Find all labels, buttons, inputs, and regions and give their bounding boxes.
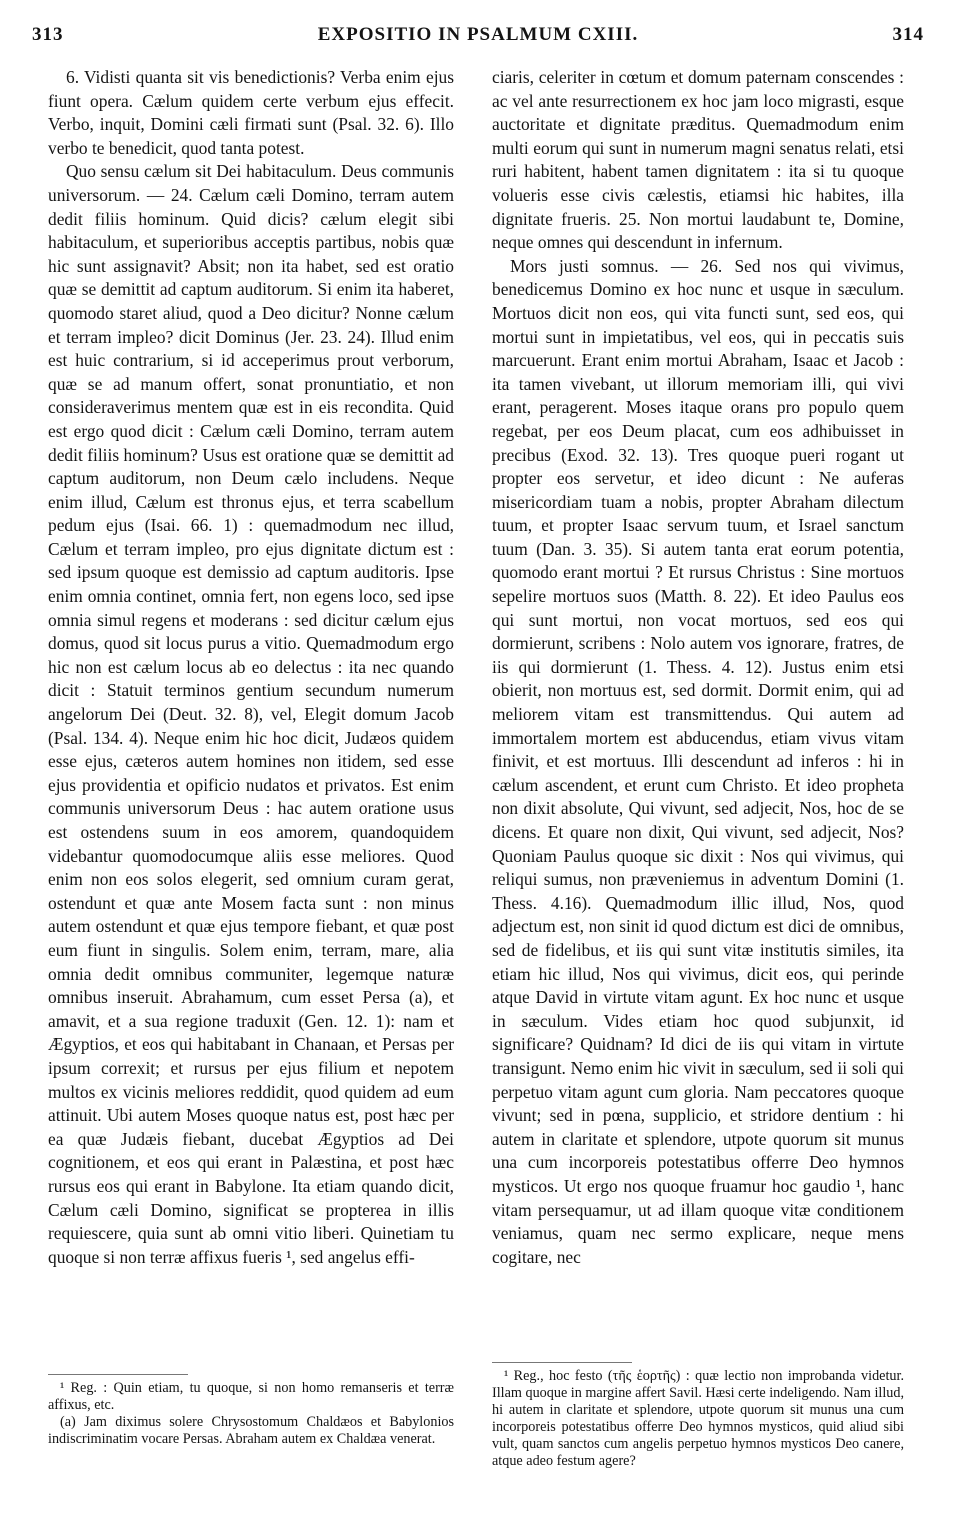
right-column [492,66,904,1269]
paragraph: 6. Vidisti quanta sit vis benedictionis? Verba enim ejus fiunt opera. Cælum quidem certe verbum ejus effecit. Verbo, inquit, Domini cæli firmati sunt (Psal. 32. 6). Illo verbo te benedicit, quod tanta potest. [48,67,454,158]
page-number-right: 314 [892,24,924,45]
footnotes-left [48,1380,454,1448]
footnote: ¹ Reg. : Quin etiam, tu quoque, si non homo remanseris et terræ affixus, etc. [48,1380,454,1413]
footnote: ¹ Reg., hoc festo (τῆς ἑορτῆς) : quæ lectio non improbanda videtur. Illam quoque in margine affert Savil. Hæsi certe indeligendo. Nam illud, hi autem in claritate et splendore, utpote quorum sit munus una cum incorporeis potestatibus offerre Deo hymnos mysticos, quid aliud sibi vult, quam sanctos cum angelis perpetuo hymnos mysticos Deo canere, atque adeo festum agere? [492,1368,904,1469]
footnotes-right [492,1368,904,1470]
paragraph: ciaris, celeriter in cœtum et domum paternam conscendes : ac vel ante resurrectionem ex hoc jam loco migrasti, esque auctoritate et dignitate præditus. Quemadmodum enim multi eorum qui sunt in numerum magni senatus relati, etsi ruri habitent, habent tamen dignitatem : ita si tu quoque volueris esse civis cælestis, etiamsi hic habites, illa dignitate frueris. 25. Non mortui laudabunt te, Domine, neque omnes qui descendunt in infernum. [492,67,904,253]
running-header [32,24,924,54]
left-column [48,66,454,1269]
footnote: (a) Jam diximus solere Chrysostomum Chaldæos et Babylonios indiscriminatim vocare Persas. Abraham autem ex Chaldæa venerat. [48,1414,454,1447]
footnote-rule [48,1374,188,1375]
running-title: EXPOSITIO IN PSALMUM CXIII. [317,24,639,45]
page-number-left: 313 [32,24,64,45]
paragraph: Mors justi somnus. — 26. Sed nos qui vivimus, benedicemus Domino ex hoc nunc et usque in sæculum. Mortuos dicit non eos, qui vita functi sunt, sed eos, qui mortui sunt in impietatibus, vel eos, qui in peccatis suis marcuerunt. Erant enim mortui Abraham, Isaac et Jacob : ita tamen vivebant, ut illorum memoriam illi, qui vivi erant, peragerent. Moses itaque orans pro populo quem regebat, per eos Deum placat, cum eos adhibuisset in precibus (Exod. 32. 13). Tres quoque pueri rogant ut propter eos servetur, et ideo dicunt : Ne auferas misericordiam tuam a nobis, propter Abraham dilectum tuum, et propter Isaac servum tuum, et Israel sanctum tuum (Dan. 3. 35). Si autem tanta erat eorum potentia, quomodo erant mortui ? Et rursus Christus : Sine mortuos sepelire mortuos suos (Matth. 8. 22). Et ideo Paulus eos qui sunt mortui, non vocat mortuos, sed eos qui dormierunt, scribens : Nolo autem vos ignorare, fratres, de iis qui dormierunt (1. Thess. 4. 12). Justus enim etsi obierit, non mortuus est, sed dormit. Dormit enim, qui ad meliorem vitam est transmittendus. Qui autem ad immortalem mortem est abducendus, etiam vivus vitam finivit, et est mortuus. Illi descendunt ad inferos : hi in cælum ascendent, et erunt cum Christo. Et ideo propheta non dixit absolute, Qui vivunt, sed adjecit, Nos, hoc de se dicens. Et quare non dixit, Qui vivunt, sed adjecit, Nos? Quoniam Paulus quoque sic dixit : Nos qui vivimus, qui reliqui sumus, non præveniemus in adventum Domini (1. Thess. 4.16). Quemadmodum illic illud, Nos, quod adjectum est, non sinit id quod dictum est dici de omnibus, sed de fidelibus, et iis qui sunt vitæ institutis similes, ita etiam hic illud, Nos qui vivimus, dicit eos, qui perinde atque David in virtute vitam agunt. Ex hoc nunc et usque in sæculum. Vides etiam hoc quod subjunxit, id significare? Quidnam? Id dici de iis qui vitam in virtute transigunt. Nemo enim hic vivit in sæculum, sed ii soli qui perpetuo vitam agunt cum gloria. Nam peccatores quoque vivunt; sed in pœna, supplicio, et stridore dentium : hi autem in claritate et splendore, utpote quorum sit munus una cum incorporeis potestatibus offerre Deo hymnos mysticos. Ut ergo nos quoque fruamur hoc gaudio ¹, hanc vitam persequamur, ut ad illam quoque vitæ conditionem veniamus, quam nec sermo explicare, neque mens cogitare, nec [492,255,904,1267]
paragraph: Quo sensu cælum sit Dei habitaculum. Deus communis universorum. — 24. Cælum cæli Domino, terram autem dedit filiis hominum. Quid dicis? cælum elegit sibi habitaculum, et superioribus acceptis partibus, nobis quæ hic sunt assignavit? Absit; non ita habet, sed est oratio quæ se demittit ad captum auditorum. Si enim ita haberet, quomodo staret aliud, quod a Deo dicitur? Nonne cælum et terram impleo? dicit Dominus (Jer. 23. 24). Illud enim est huic contrarium, si id acceperimus prout verborum, quæ se ad manum offert, sonat pronuntiatio, et non consideraverimus mentem quæ est in eis recondita. Quid est ergo quod dicit : Cælum cæli Domino, terram autem dedit filiis hominum? Usus est oratione quæ se demittit ad captum auditorum, non Deum cælo includens. Neque enim illud, Cælum est thronus ejus, et terra scabellum pedum ejus (Isai. 66. 1) : quemadmodum nec illud, Cælum et terram impleo, pro ejus dignitate dictum est : sed ipsum quoque est demissio ad captum auditoris. Ipse enim omnia continet, omnia fert, non egens loco, sed ipse omnia simul regens et moderans : sed dicitur cælum ejus domus, quod sit locus purus a vitio. Quemadmodum ergo hic non est cælum locus ab eo delectus : ita nec quando dicit : Statuit terminos gentium secundum numerum angelorum Dei (Deut. 32. 8), vel, Elegit domum Jacob (Psal. 134. 4). Neque enim hic hoc dicit, Judæos quidem esse ejus, cæteros autem homines non itidem, sed esse ejus providentia et opificio nudatos et privatos. Est enim communis universorum Deus : hac autem oratione usus est ostendens suum in eos amorem, quandoquidem videbantur quomodocumque aliis esse meliores. Quod enim non eos solos elegerit, sed omnium curam gerat, ostendunt et quæ ante Mosem facta sunt : non minus autem ostendunt et quæ ejus tempore fiebant, et quæ post eum fiunt in singulis. Solem enim, terram, mare, alia omnia dedit omnibus communiter, legemque naturæ omnibus inseruit. Abrahamum, cum esset Persa (a), et amavit, et a sua regione traduxit (Gen. 12. 1): nam et Ægyptios, et eos qui habitabant in Chanaan, et Persas per ipsum correxit; et rursus per ejus filium et nepotem multos ex vicinis meliores reddidit, quod quidem ad eum attinuit. Ubi autem Moses quoque natus est, post hæc per ea quæ Judæis fiebant, ducebat Ægyptios ad Dei cognitionem, et eos qui erant in Palæstina, et post hæc rursus eos qui erant in Babylone. Ita etiam quando dicit, Cælum cæli Domino, significat se propterea in illis requiescere, quia sunt ab omni vitio liberi. Quinetiam tu quoque si non terræ affixus fueris ¹, sed angelus effi- [48,161,454,1267]
footnote-rule [492,1362,632,1363]
